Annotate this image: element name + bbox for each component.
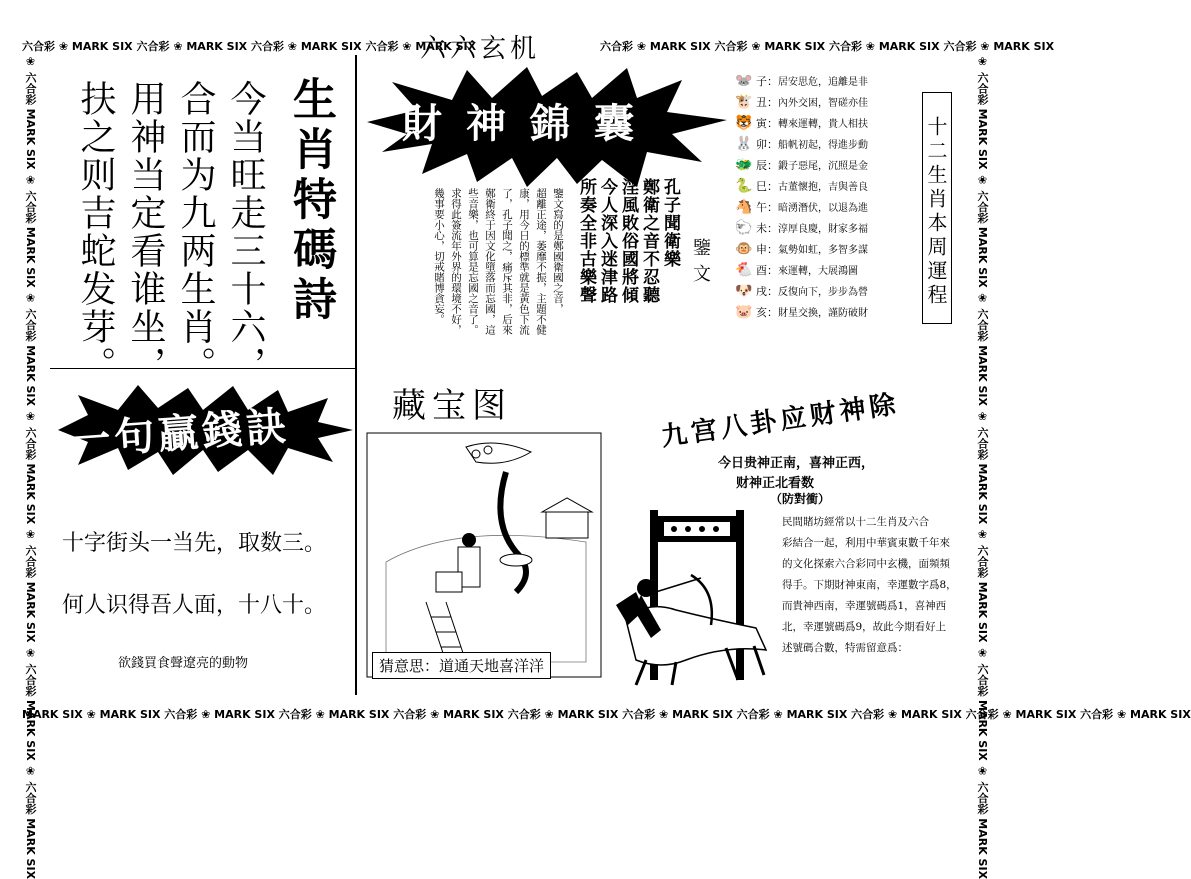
bagua-body-line: 的文化探索六合彩同中玄機，面頻頻 xyxy=(782,558,950,570)
caishen-headline-1: 孔子聞衛樂 xyxy=(660,178,680,268)
horse-icon: 🐴 xyxy=(735,198,753,215)
caishen-headline-2: 鄭衛之音不忍聽 xyxy=(639,178,659,304)
poem-line-2: 合而为九两生肖。 xyxy=(175,80,216,384)
top-border-right: 六合彩 ❀ MARK SIX 六合彩 ❀ MARK SIX 六合彩 ❀ MARK SIX 六合彩 ❀ MARK SIX xyxy=(600,40,1055,53)
bagua-body-line: 北，幸運號碼爲9，故此今期看好上 xyxy=(782,621,947,633)
zodiac-row xyxy=(732,238,917,259)
one-word-title: 一句贏錢訣 xyxy=(68,403,292,465)
top-border-left: 六合彩 ❀ MARK SIX 六合彩 ❀ MARK SIX 六合彩 ❀ MARK SIX 六合彩 ❀ MARK SIX xyxy=(22,40,477,53)
zodiac-branch: 子： xyxy=(756,74,778,88)
zodiac-text: 淳厚良慶，財家多福 xyxy=(778,224,868,235)
bagua-body-line: 得手。下期財神東南，幸運數字爲8， xyxy=(782,579,957,591)
monkey-icon: 🐵 xyxy=(735,240,753,257)
dog-icon: 🐶 xyxy=(735,282,753,299)
zodiac-row xyxy=(732,70,917,91)
poem-line-4: 扶之则吉蛇发芽。 xyxy=(75,80,116,384)
zodiac-branch: 卯： xyxy=(756,137,778,151)
zodiac-text: 古董懷抱，吉與善良 xyxy=(778,182,868,193)
caishen-body-4: 了，孔子聞之，痛斥其非，后來 xyxy=(501,188,513,335)
bottom-border: MARK SIX ❀ MARK SIX 六合彩 ❀ MARK SIX 六合彩 ❀ MARK SIX 六合彩 ❀ MARK SIX 六合彩 ❀ MARK SIX 六合彩 ❀ MARK SIX 六合彩 ❀ MARK SIX 六合彩 ❀ MARK SIX 六合彩 ❀ MARK SIX 六合彩 ❀ MARK SIX xyxy=(22,708,1191,721)
poem-line-3: 用神当定看谁坐， xyxy=(125,80,166,384)
vertical-divider xyxy=(355,55,357,695)
caishen-headline-4: 今人深入迷津路 xyxy=(597,178,617,304)
left-border: ❀ 六合彩 MARK SIX ❀ 六合彩 MARK SIX ❀ 六合彩 MARK SIX ❀ 六合彩 MARK SIX ❀ 六合彩 MARK SIX ❀ 六合彩 MARK SIX ❀ 六合彩 MARK SIX xyxy=(24,55,37,879)
caishen-body-1: 鑒文寫的是鄭國衛國之音， xyxy=(552,188,564,314)
jianwen-label: 鑒文 xyxy=(690,238,711,290)
zodiac-text: 船帆初起，得進步動 xyxy=(778,140,868,151)
caishen-title: 財神錦囊 xyxy=(402,101,658,147)
caishen-headline-5: 所奏全非古樂聲 xyxy=(576,178,596,304)
zodiac-row xyxy=(732,280,917,301)
rooster-icon: 🐔 xyxy=(735,261,753,278)
zodiac-branch: 戌： xyxy=(756,284,778,298)
rabbit-icon: 🐰 xyxy=(735,135,753,152)
one-word-line-2: 何人识得吾人面，十八十。 xyxy=(62,593,327,618)
tiger-icon: 🐯 xyxy=(735,114,753,131)
caishen-headline-3: 淫風敗俗國將傾 xyxy=(618,178,638,304)
zodiac-branch: 巳： xyxy=(756,179,778,193)
zodiac-branch: 午： xyxy=(756,200,778,214)
caishen-body-2: 超離正途，萎靡不振，主題不健 xyxy=(535,188,547,335)
caishen-body-8: 幾事要小心，切戒賭博貪妄。 xyxy=(433,188,445,325)
zodiac-title: 十二生肖本周運程 xyxy=(922,92,952,324)
goat-icon: 🐑 xyxy=(735,219,753,236)
one-word-line-1: 十字街头一当先，取数三。 xyxy=(62,531,327,556)
zodiac-text: 反復向下，步步為營 xyxy=(778,287,868,298)
zodiac-branch: 申： xyxy=(756,242,778,256)
pig-icon: 🐷 xyxy=(735,303,753,320)
zodiac-branch: 未： xyxy=(756,221,778,235)
caishen-body-5: 鄭衛終于因文化墮落而忘國，這 xyxy=(484,188,496,335)
bagua-body-line: 而貴神西南，幸運號碼爲1，喜神西 xyxy=(782,600,947,612)
one-word-note: 欲錢買食聲遼亮的動物 xyxy=(118,656,249,671)
zodiac-text: 轉來運轉，貴人相扶 xyxy=(778,119,868,130)
caishen-body-3: 康，用今日的標準就是黃色下流 xyxy=(518,188,530,335)
zodiac-row xyxy=(732,217,917,238)
bagua-line-3: （防對衝） xyxy=(770,492,831,506)
zodiac-row xyxy=(732,133,917,154)
treasure-illustration xyxy=(366,432,602,678)
zodiac-branch: 寅： xyxy=(756,116,778,130)
zodiac-branch: 酉： xyxy=(756,263,778,277)
bagua-title: 九宫八卦应财神除 xyxy=(659,389,902,453)
zodiac-row xyxy=(732,301,917,322)
zodiac-branch: 辰： xyxy=(756,158,778,172)
bagua-body-line: 述號碼合數，特需留意爲： xyxy=(782,642,908,654)
zodiac-row xyxy=(732,175,917,196)
warrior-illustration xyxy=(606,500,776,690)
poem-line-1: 今当旺走三十六， xyxy=(225,80,266,384)
dragon-icon: 🐲 xyxy=(735,156,753,173)
rat-icon: 🐭 xyxy=(735,72,753,89)
zodiac-row xyxy=(732,91,917,112)
zodiac-text: 來運轉，大展鴻圖 xyxy=(778,266,858,277)
bagua-line-1: 今日贵神正南，喜神正西， xyxy=(718,456,875,471)
zodiac-row xyxy=(732,154,917,175)
zodiac-row xyxy=(732,196,917,217)
zodiac-branch: 亥： xyxy=(756,305,778,319)
zodiac-row xyxy=(732,259,917,280)
snake-icon: 🐍 xyxy=(735,177,753,194)
bagua-body xyxy=(782,512,972,659)
ox-icon: 🐮 xyxy=(735,93,753,110)
zodiac-text: 財星交換，謹防破財 xyxy=(778,308,868,319)
bagua-line-2: 财神正北看数 xyxy=(736,476,815,491)
bagua-body-line: 彩結合一起，利用中華賓東數千年來 xyxy=(782,537,950,549)
poem-title: 生肖特碼詩 xyxy=(285,76,336,326)
right-border: ❀ 六合彩 MARK SIX ❀ 六合彩 MARK SIX ❀ 六合彩 MARK SIX ❀ 六合彩 MARK SIX ❀ 六合彩 MARK SIX ❀ 六合彩 MARK SIX ❀ 六合彩 MARK SIX xyxy=(976,55,989,879)
caishen-body-7: 求得此簽流年外界的環境不好， xyxy=(450,188,462,335)
zodiac-text: 居安思危，追離是非 xyxy=(778,77,868,88)
header-title: 六六玄机 xyxy=(420,34,541,64)
bagua-body-line: 民間賭坊經常以十二生肖及六合 xyxy=(782,516,929,528)
caishen-body-6: 些音樂，也可算是忘國之音了。 xyxy=(467,188,479,335)
zodiac-list xyxy=(732,70,917,322)
zodiac-text: 氣勢如虹，多智多謀 xyxy=(778,245,868,256)
zodiac-text: 內外交困，智磋亦佳 xyxy=(778,98,868,109)
zodiac-text: 暗湧潛伏，以退為進 xyxy=(778,203,868,214)
zodiac-branch: 丑： xyxy=(756,95,778,109)
treasure-caption: 猜意思：道通天地喜洋洋 xyxy=(372,652,551,679)
zodiac-text: 鍛子惡尾，沉照是金 xyxy=(778,161,868,172)
zodiac-row xyxy=(732,112,917,133)
treasure-title: 藏宝图 xyxy=(392,386,512,426)
